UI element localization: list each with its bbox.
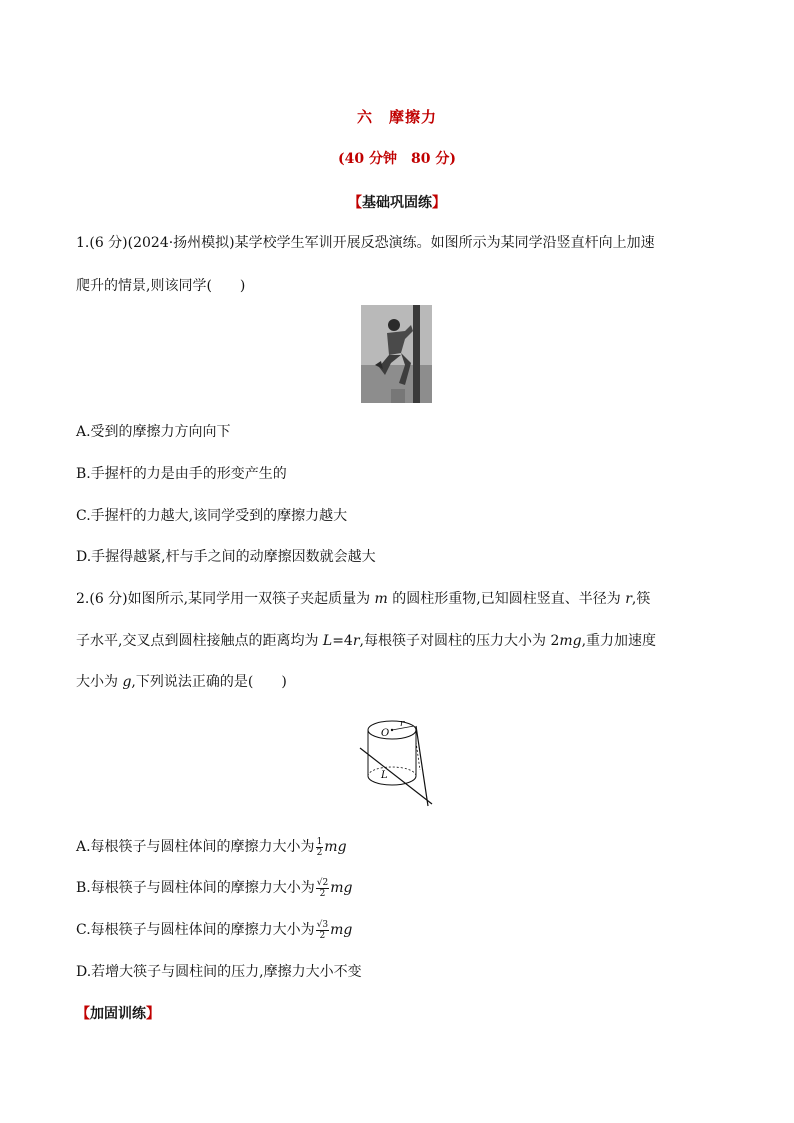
- diagram-label-r: r: [400, 719, 405, 729]
- page-subtitle: (40 分钟 80 分): [338, 151, 456, 167]
- q1-option-b: B.手握杆的力是由手的形变产生的: [76, 466, 287, 482]
- fraction-one-half: $\frac{1}{2}$: [316, 836, 323, 858]
- fraction-root2-over-2: $\frac{√2}{2}$: [316, 877, 329, 899]
- climbing-photo: [361, 305, 432, 403]
- q1-option-d: D.手握得越紧,杆与手之间的动摩擦因数就会越大: [76, 549, 376, 565]
- q1-stem-line2: 爬升的情景,则该同学( ): [76, 278, 246, 294]
- q2-option-c: C.每根筷子与圆柱体间的摩擦力大小为 $\frac{√3}{2}$ mg: [76, 919, 353, 941]
- q2-option-a: A.每根筷子与圆柱体间的摩擦力大小为 $\frac{1}{2}$ mg: [76, 836, 347, 858]
- diagram-label-l: L: [381, 770, 388, 781]
- page-title: 六 摩擦力: [356, 108, 437, 126]
- section-basic-label: 基础巩固练: [362, 195, 432, 211]
- q2-option-d: D.若增大筷子与圆柱间的压力,摩擦力大小不变: [76, 964, 362, 980]
- q2-stem-line1: 2.(6 分)如图所示,某同学用一双筷子夹起质量为 m 的圆柱形重物,已知圆柱竖直、半径为 r,筷: [76, 591, 651, 607]
- diagram-label-o: O: [381, 728, 390, 739]
- section-advanced-label: 加固训练: [90, 1006, 146, 1022]
- section-basic: 【基础巩固练】: [348, 195, 446, 211]
- section-advanced: 【加固训练】: [76, 1006, 160, 1022]
- q2-option-b: B.每根筷子与圆柱体间的摩擦力大小为 $\frac{√2}{2}$ mg: [76, 877, 353, 899]
- q1-option-c: C.手握杆的力越大,该同学受到的摩擦力越大: [76, 508, 348, 524]
- fraction-root3-over-2: $\frac{√3}{2}$: [316, 919, 329, 941]
- q2-stem-line2: 子水平,交叉点到圆柱接触点的距离均为 L=4r,每根筷子对圆柱的压力大小为 2mg,重力加速度: [76, 633, 657, 649]
- cylinder-chopsticks-diagram: [358, 712, 440, 808]
- q1-stem-line1: 1.(6 分)(2024·扬州模拟)某学校学生军训开展反恐演练。如图所示为某同学沿竖直杆向上加速: [76, 235, 655, 251]
- q1-option-a: A.受到的摩擦力方向向下: [76, 424, 231, 440]
- q2-stem-line3: 大小为 g,下列说法正确的是( ): [76, 674, 287, 690]
